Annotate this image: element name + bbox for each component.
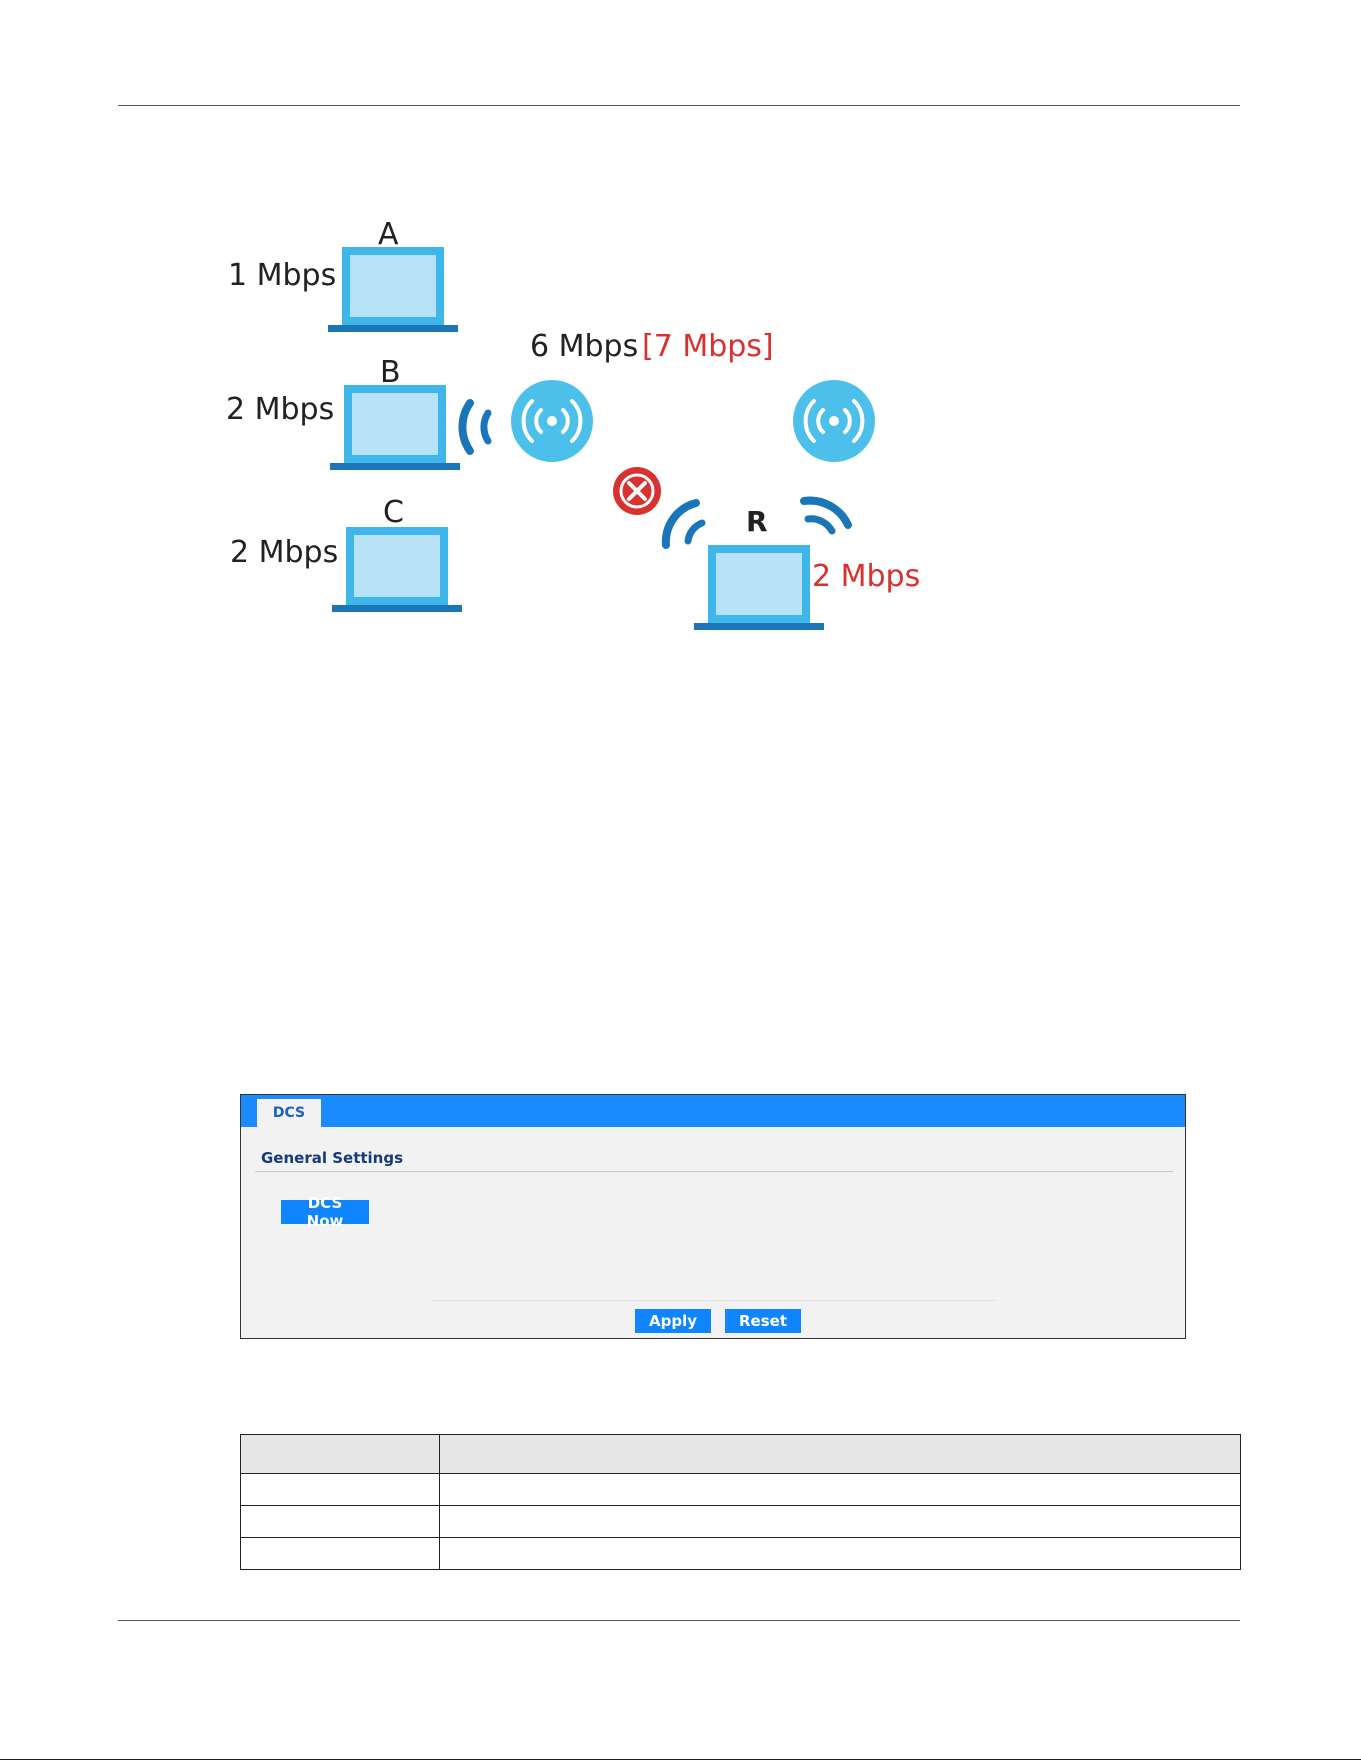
- laptop-a-label: A: [378, 217, 399, 252]
- laptop-b-rate: 2 Mbps: [226, 392, 335, 427]
- laptop-r-rate: 2 Mbps: [812, 559, 921, 594]
- table-row: [241, 1538, 1241, 1570]
- laptop-c-icon: [332, 527, 462, 612]
- tab-dcs[interactable]: DCS: [257, 1099, 321, 1127]
- blocked-x-icon: [613, 467, 661, 515]
- dcs-diagram: [226, 217, 1060, 715]
- dcs-now-button[interactable]: DCS Now: [281, 1200, 369, 1224]
- laptop-c-rate: 2 Mbps: [230, 535, 339, 570]
- neighbor-access-point-icon: [793, 380, 875, 462]
- ap-throughput: 6 Mbps: [530, 329, 639, 364]
- laptop-r-icon: [694, 545, 824, 630]
- table-cell: [440, 1474, 1241, 1506]
- footer-rule: [118, 1620, 1240, 1621]
- ap-throughput-with-rogue: [7 Mbps]: [642, 329, 774, 364]
- page-edge-rule: [0, 1759, 1361, 1760]
- laptop-b-label: B: [380, 355, 401, 390]
- table-cell: [440, 1506, 1241, 1538]
- signal-waves-r-left-icon: [666, 503, 702, 545]
- table-cell: [241, 1506, 440, 1538]
- laptop-a-icon: [328, 247, 458, 332]
- laptop-c-label: C: [383, 495, 404, 530]
- table-row: [241, 1474, 1241, 1506]
- table-cell: [440, 1538, 1241, 1570]
- table-header-row: [241, 1435, 1241, 1474]
- section-title: General Settings: [261, 1149, 404, 1167]
- access-point-icon: [511, 380, 593, 462]
- field-description-table: [240, 1434, 1241, 1570]
- table-cell: [241, 1474, 440, 1506]
- diagram-graphics: [230, 225, 1060, 715]
- footer-divider: [431, 1300, 995, 1301]
- table-row: [241, 1506, 1241, 1538]
- reset-button[interactable]: Reset: [725, 1309, 801, 1333]
- section-divider: [255, 1171, 1173, 1172]
- signal-waves-b-icon: [462, 403, 488, 451]
- table-header-cell: [241, 1435, 440, 1474]
- header-rule: [118, 105, 1240, 106]
- signal-waves-r-right-icon: [804, 501, 848, 531]
- dcs-settings-panel: [240, 1094, 1186, 1339]
- apply-button[interactable]: Apply: [635, 1309, 711, 1333]
- laptop-r-label: R: [746, 505, 768, 538]
- table-cell: [241, 1538, 440, 1570]
- laptop-a-rate: 1 Mbps: [228, 258, 337, 293]
- table-header-cell: [440, 1435, 1241, 1474]
- tab-bar: [241, 1095, 1185, 1127]
- laptop-b-icon: [330, 385, 460, 470]
